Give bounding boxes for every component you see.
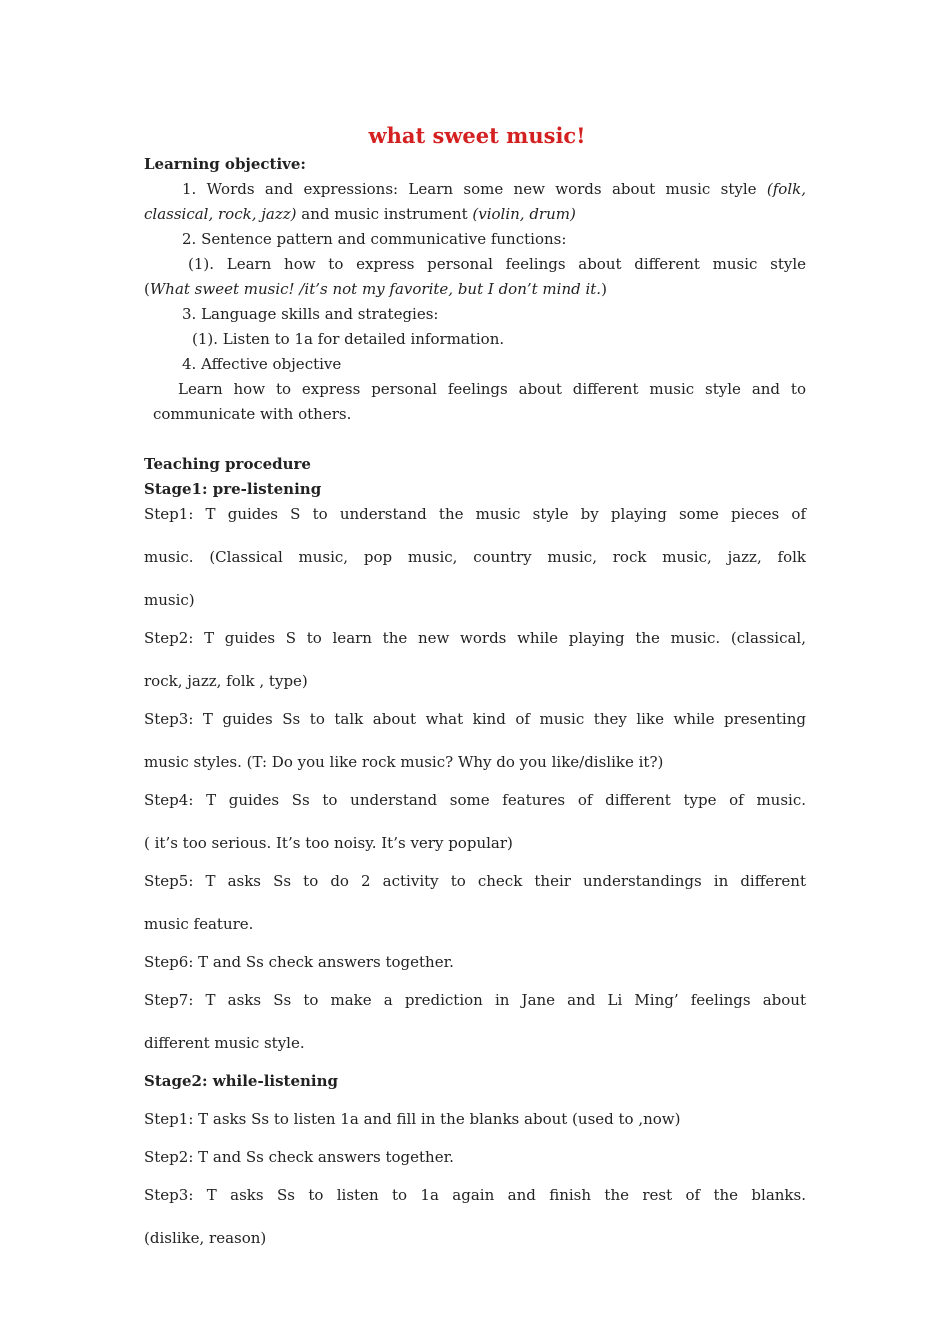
- document-body: [144, 120, 806, 1248]
- stage-1-heading: Stage1: pre-listening: [144, 480, 322, 498]
- objective-heading: Learning objective:: [144, 155, 306, 173]
- stage1-step5-line-2: music feature.: [144, 915, 254, 933]
- stage2-step2: Step2: T and Ss check answers together.: [144, 1148, 454, 1166]
- stage1-step4-line-2: ( it’s too serious. It’s too noisy. It’s very popular): [144, 834, 513, 852]
- stage1-step3-line-2: music styles. (T: Do you like rock music? Why do you like/dislike it?): [144, 753, 664, 771]
- document-title: what sweet music!: [368, 123, 586, 148]
- stage-2-heading: Stage2: while-listening: [144, 1072, 339, 1090]
- paren-close: ): [601, 280, 607, 298]
- objective-2-sub-line-1: (1). Learn how to express personal feelings about different music style: [188, 255, 806, 273]
- stage1-step4-line-1: Step4: T guides Ss to understand some features of different type of music.: [144, 791, 806, 809]
- objective-1-line-2: [144, 202, 806, 227]
- stage1-step6: Step6: T and Ss check answers together.: [144, 953, 454, 971]
- stage1-step7-line-1: Step7: T asks Ss to make a prediction in Jane and Li Ming’ feelings about: [144, 991, 806, 1009]
- objective-3: 3. Language skills and strategies:: [182, 305, 439, 323]
- procedure-heading: Teaching procedure: [144, 455, 311, 473]
- stage2-step3-line-2: (dislike, reason): [144, 1229, 267, 1247]
- spacer: [144, 427, 806, 452]
- stage2-step1: Step1: T asks Ss to listen 1a and fill in the blanks about (used to ,now): [144, 1110, 681, 1128]
- objective-1-examples: (folk,: [766, 180, 806, 198]
- stage1-step1-line-3: music): [144, 591, 195, 609]
- objective-4-text-line-1: Learn how to express personal feelings about different music style and to: [178, 380, 806, 398]
- paren-open: (: [144, 280, 150, 298]
- stage1-step5-line-1: Step5: T asks Ss to do 2 activity to check their understandings in different: [144, 872, 806, 890]
- objective-3-sub: (1). Listen to 1a for detailed information.: [192, 330, 505, 348]
- objective-2: 2. Sentence pattern and communicative functions:: [182, 230, 567, 248]
- stage1-step3-line-1: Step3: T guides Ss to talk about what kind of music they like while presenting: [144, 710, 806, 728]
- objective-4-text-line-2: communicate with others.: [153, 405, 352, 423]
- objective-1-text: 1. Words and expressions: Learn some new words about music style: [182, 180, 767, 198]
- stage1-step1-line-2: music. (Classical music, pop music, country music, rock music, jazz, folk: [144, 548, 806, 566]
- stage1-step1-line-1: Step1: T guides S to understand the music style by playing some pieces of: [144, 505, 806, 523]
- objective-4: 4. Affective objective: [182, 355, 342, 373]
- stage1-step2-line-1: Step2: T guides S to learn the new words while playing the music. (classical,: [144, 629, 806, 647]
- objective-1-instruments: (violin, drum): [472, 205, 576, 223]
- stage1-step2-line-2: rock, jazz, folk , type): [144, 672, 308, 690]
- objective-2-examples: What sweet music! /it’s not my favorite, but I don’t mind it.: [149, 280, 602, 298]
- objective-1-text-cont: and music instrument: [296, 205, 473, 223]
- stage2-step3-line-1: Step3: T asks Ss to listen to 1a again and finish the rest of the blanks.: [144, 1186, 806, 1204]
- objective-1-line-1: [144, 177, 806, 202]
- objective-2-sub-line-2: [144, 277, 806, 302]
- objective-1-examples-cont: classical, rock, jazz): [144, 205, 297, 223]
- stage1-step7-line-2: different music style.: [144, 1034, 305, 1052]
